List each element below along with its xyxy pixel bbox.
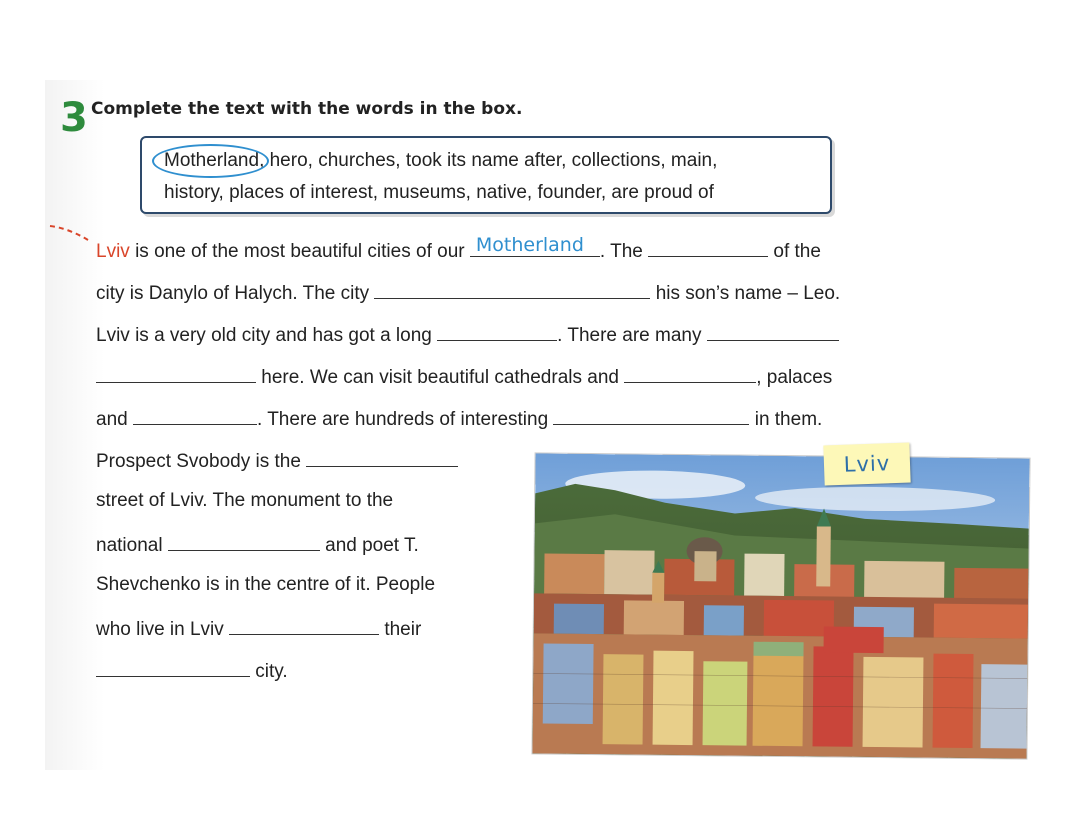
blank-12[interactable] xyxy=(229,616,379,635)
text-line-9: Shevchenko is in the centre of it. People xyxy=(96,574,436,595)
blank-11[interactable] xyxy=(168,532,320,551)
text-line-4 xyxy=(96,364,832,389)
text-segment: and xyxy=(96,409,133,430)
text-line-5 xyxy=(96,406,822,431)
text-segment: is one of the most beautiful cities of our xyxy=(129,241,470,262)
city-name-highlight: Lviv xyxy=(96,241,130,262)
blank-5[interactable] xyxy=(707,322,839,341)
photo-label: Lviv xyxy=(823,443,910,486)
dashed-pointer-mark xyxy=(48,222,94,246)
blank-8[interactable] xyxy=(133,406,257,425)
blank-1[interactable] xyxy=(470,234,600,257)
text-segment: . There are hundreds of interesting xyxy=(256,409,554,430)
blank-4[interactable] xyxy=(437,322,557,341)
text-segment: here. We can visit beautiful cathedrals and xyxy=(256,367,625,388)
text-segment: , palaces xyxy=(756,367,833,388)
text-line-10 xyxy=(96,616,421,641)
text-segment: city is Danylo of Halych. The city xyxy=(96,283,375,304)
text-segment: Prospect Svobody is the xyxy=(96,451,307,472)
exercise-number: 3 xyxy=(60,95,88,141)
text-segment: . The xyxy=(599,241,649,262)
text-segment: and poet T. xyxy=(319,535,419,556)
blank-10[interactable] xyxy=(306,448,458,467)
blank-3[interactable] xyxy=(374,280,650,299)
exercise-instruction: Complete the text with the words in the box. xyxy=(91,99,523,119)
text-segment: who live in Lviv xyxy=(96,619,230,640)
word-box xyxy=(140,136,832,214)
text-segment: . There are many xyxy=(557,325,707,346)
handwritten-answer: Motherland xyxy=(475,234,584,256)
circled-word: Motherland xyxy=(164,150,260,171)
text-segment: in them. xyxy=(749,409,823,430)
text-line-2 xyxy=(96,280,840,305)
text-line-8 xyxy=(96,532,419,557)
text-line-6 xyxy=(96,448,458,473)
text-segment: of the xyxy=(768,241,821,262)
text-line-11 xyxy=(96,658,288,683)
text-segment: his son’s name – Leo. xyxy=(650,283,841,304)
blank-9[interactable] xyxy=(553,406,749,425)
blank-2[interactable] xyxy=(648,238,768,257)
text-segment: city. xyxy=(250,661,288,682)
blank-7[interactable] xyxy=(624,364,756,383)
text-segment: their xyxy=(379,619,422,640)
text-segment: national xyxy=(96,535,168,556)
text-line-7: street of Lviv. The monument to the xyxy=(96,490,394,511)
blank-6[interactable] xyxy=(96,364,256,383)
lviv-city-photo xyxy=(532,453,1029,758)
word-box-line-1 xyxy=(164,150,717,172)
blank-13[interactable] xyxy=(96,658,250,677)
word-box-line-1-rest: , hero, churches, took its name after, collections, main, xyxy=(259,150,718,171)
text-line-1 xyxy=(96,234,821,263)
text-line-3 xyxy=(96,322,839,347)
word-box-line-2: history, places of interest, museums, native, founder, are proud of xyxy=(164,182,714,203)
text-segment: Lviv is a very old city and has got a long xyxy=(96,325,438,346)
